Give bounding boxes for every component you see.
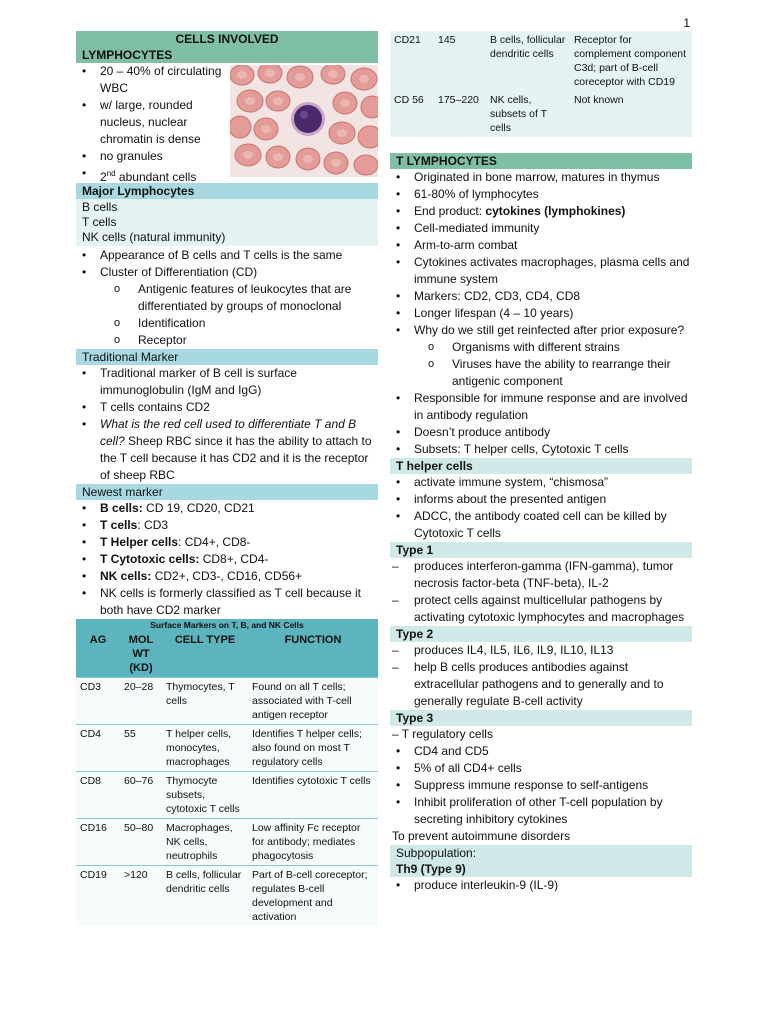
table-cell: Found on all T cells; associated with T-cell antigen receptor [248, 678, 378, 725]
table-cell: Macrophages, NK cells, neutrophils [162, 819, 248, 866]
th9-bullets [390, 877, 692, 894]
list-item: NK cells (natural immunity) [82, 230, 226, 244]
t-lymphocytes-heading: T LYMPHOCYTES [390, 153, 692, 169]
list-item: • B cells: CD 19, CD20, CD21 [76, 500, 378, 517]
surface-markers-table-continued [390, 31, 692, 137]
reinfection-subitems [390, 339, 692, 390]
type-3-heading: Type 3 [390, 710, 692, 726]
list-item: • Cluster of Differentiation (CD) [76, 264, 378, 281]
list-item: • T Cytotoxic cells: CD8+, CD4- [76, 551, 378, 568]
list-item: • ADCC, the antibody coated cell can be killed by Cytotoxic T cells [390, 508, 692, 542]
type-1-items [390, 558, 692, 626]
list-item: • informs about the presented antigen [390, 491, 692, 508]
list-item: • Doesn’t produce antibody [390, 424, 692, 441]
left-column [76, 31, 378, 926]
list-item: • Inhibit proliferation of other T-cell population by secreting inhibitory cytokines [390, 794, 692, 828]
cells-involved-heading: CELLS INVOLVED [76, 31, 378, 47]
th9-heading: Th9 (Type 9) [390, 861, 692, 877]
table-cell: Thymocytes, T cells [162, 678, 248, 725]
table-row [76, 772, 378, 819]
list-item: • End product: cytokines (lymphokines) [390, 203, 692, 220]
list-item: • What is the red cell used to differentiate T and B cell? Sheep RBC since it has the ability to attach to the T cell because it has CD2 and it is the receptor of sheep RBC [76, 416, 378, 484]
list-item: – protect cells against multicellular pathogens by activating cytotoxic lymphocytes and macrophages [390, 592, 692, 626]
table-cell: >120 [120, 866, 162, 927]
list-item: • Originated in bone marrow, matures in thymus [390, 169, 692, 186]
list-item: • Traditional marker of B cell is surface immunoglobulin (IgM and IgG) [76, 365, 378, 399]
type-2-heading: Type 2 [390, 626, 692, 642]
table-cell: T helper cells, monocytes, macrophages [162, 725, 248, 772]
list-item: • Arm-to-arm combat [390, 237, 692, 254]
table-row [76, 819, 378, 866]
table-cell: CD3 [76, 678, 120, 725]
list-item: • no granules [76, 148, 226, 165]
list-item: • w/ large, rounded nucleus, nuclear chromatin is dense [76, 97, 226, 148]
table-row [76, 678, 378, 725]
list-item: o Antigenic features of leukocytes that are differentiated by groups of monoclonal [76, 281, 378, 315]
table-row [390, 91, 692, 137]
list-item: • Appearance of B cells and T cells is the same [76, 247, 378, 264]
list-item: • T Helper cells: CD4+, CD8- [76, 534, 378, 551]
lymphocyte-micrograph-image [230, 65, 378, 177]
list-item: • 61-80% of lymphocytes [390, 186, 692, 203]
table-cell: Low affinity Fc receptor for antibody; mediates phagocytosis [248, 819, 378, 866]
newest-marker-bullets [76, 500, 378, 619]
table-cell: 175–220 [438, 94, 479, 106]
newest-marker-heading: Newest marker [76, 484, 378, 500]
list-item: T cells [82, 215, 117, 229]
table-header-row [76, 631, 378, 678]
table-cell: Not known [574, 94, 624, 106]
list-item: • Markers: CD2, CD3, CD4, CD8 [390, 288, 692, 305]
list-item: • 2nd abundant cells [76, 165, 226, 186]
table-cell: CD16 [76, 819, 120, 866]
type-2-items [390, 642, 692, 710]
list-item: • Why do we still get reinfected after prior exposure? [390, 322, 692, 339]
list-item: • 5% of all CD4+ cells [390, 760, 692, 777]
table-cell: CD4 [76, 725, 120, 772]
list-item: • 20 – 40% of circulating WBC [76, 63, 226, 97]
table-cell: CD21 [394, 34, 421, 46]
lymphocyte-section [76, 63, 378, 183]
list-item: • Suppress immune response to self-antigens [390, 777, 692, 794]
list-item: • activate immune system, “chismosa” [390, 474, 692, 491]
traditional-marker-heading: Traditional Marker [76, 349, 378, 365]
list-item: • T cells contains CD2 [76, 399, 378, 416]
cd-bullets [76, 247, 378, 281]
list-item: – produces interferon-gamma (IFN-gamma), tumor necrosis factor-beta (TNF-beta), IL-2 [390, 558, 692, 592]
table-cell: Part of B-cell coreceptor; regulates B-cell development and activation [248, 866, 378, 927]
t-lymphocyte-bullets-more [390, 390, 692, 458]
list-item: o Viruses have the ability to rearrange their antigenic component [390, 356, 692, 390]
list-item: • produce interleukin-9 (IL-9) [390, 877, 692, 894]
table-cell: CD19 [76, 866, 120, 927]
t-lymphocyte-bullets [390, 169, 692, 339]
lymphocytes-heading: LYMPHOCYTES [76, 47, 378, 63]
column-header: AG [76, 631, 120, 678]
list-item: • NK cells: CD2+, CD3-, CD16, CD56+ [76, 568, 378, 585]
list-item: • NK cells is formerly classified as T cell because it both have CD2 marker [76, 585, 378, 619]
table-cell: Identifies cytotoxic T cells [248, 772, 378, 819]
table-cell: 20–28 [120, 678, 162, 725]
t-helper-bullets [390, 474, 692, 542]
list-item: • Responsible for immune response and are involved in antibody regulation [390, 390, 692, 424]
right-column [390, 31, 692, 894]
cd-subitems [76, 281, 378, 349]
table-cell: B cells, follicular dendritic cells [490, 34, 566, 60]
table-cell: Receptor for complement component C3d; part of B-cell coreceptor with CD19 [574, 34, 687, 88]
major-lymphocytes-list [76, 199, 378, 246]
list-item: • Cytokines activates macrophages, plasma cells and immune system [390, 254, 692, 288]
t-regulatory-line: – T regulatory cells [392, 727, 493, 741]
list-item: B cells [82, 200, 118, 214]
column-header: FUNCTION [248, 631, 378, 678]
list-item: – produces IL4, IL5, IL6, IL9, IL10, IL13 [390, 642, 692, 659]
surface-markers-table [76, 631, 378, 926]
lymphocyte-bullets [76, 63, 226, 186]
subpopulation-heading: Subpopulation: [390, 845, 692, 861]
t-helper-cells-heading: T helper cells [390, 458, 692, 474]
table-row [76, 725, 378, 772]
type-3-bullets [390, 743, 692, 828]
table-cell: Identifies T helper cells; also found on most T regulatory cells [248, 725, 378, 772]
type-1-heading: Type 1 [390, 542, 692, 558]
major-lymphocytes-heading: Major Lymphocytes [76, 183, 378, 199]
table-cell: 55 [120, 725, 162, 772]
table-cell: NK cells, subsets of T cells [490, 94, 547, 134]
list-item: • Cell-mediated immunity [390, 220, 692, 237]
table-cell: 145 [438, 34, 456, 46]
prevent-autoimmune-line: To prevent autoimmune disorders [392, 829, 571, 843]
page-number: 1 [683, 16, 690, 30]
table-cell: 50–80 [120, 819, 162, 866]
traditional-marker-bullets [76, 365, 378, 484]
table-row [76, 866, 378, 927]
list-item: • Longer lifespan (4 – 10 years) [390, 305, 692, 322]
table-cell: CD 56 [394, 94, 424, 106]
table-cell: Thymocyte subsets, cytotoxic T cells [162, 772, 248, 819]
list-item: – help B cells produces antibodies against extracellular pathogens and to generally and to generally regulate B-cell activity [390, 659, 692, 710]
list-item: o Identification [76, 315, 378, 332]
list-item: • T cells: CD3 [76, 517, 378, 534]
table-cell: B cells, follicular dendritic cells [162, 866, 248, 927]
list-item: o Receptor [76, 332, 378, 349]
table-row [390, 31, 692, 91]
table-cell: 60–76 [120, 772, 162, 819]
list-item: o Organisms with different strains [390, 339, 692, 356]
list-item: • Subsets: T helper cells, Cytotoxic T cells [390, 441, 692, 458]
column-header: MOL WT (KD) [120, 631, 162, 678]
list-item: • CD4 and CD5 [390, 743, 692, 760]
surface-markers-table-title: Surface Markers on T, B, and NK Cells [76, 619, 378, 631]
column-header: CELL TYPE [162, 631, 248, 678]
table-cell: CD8 [76, 772, 120, 819]
